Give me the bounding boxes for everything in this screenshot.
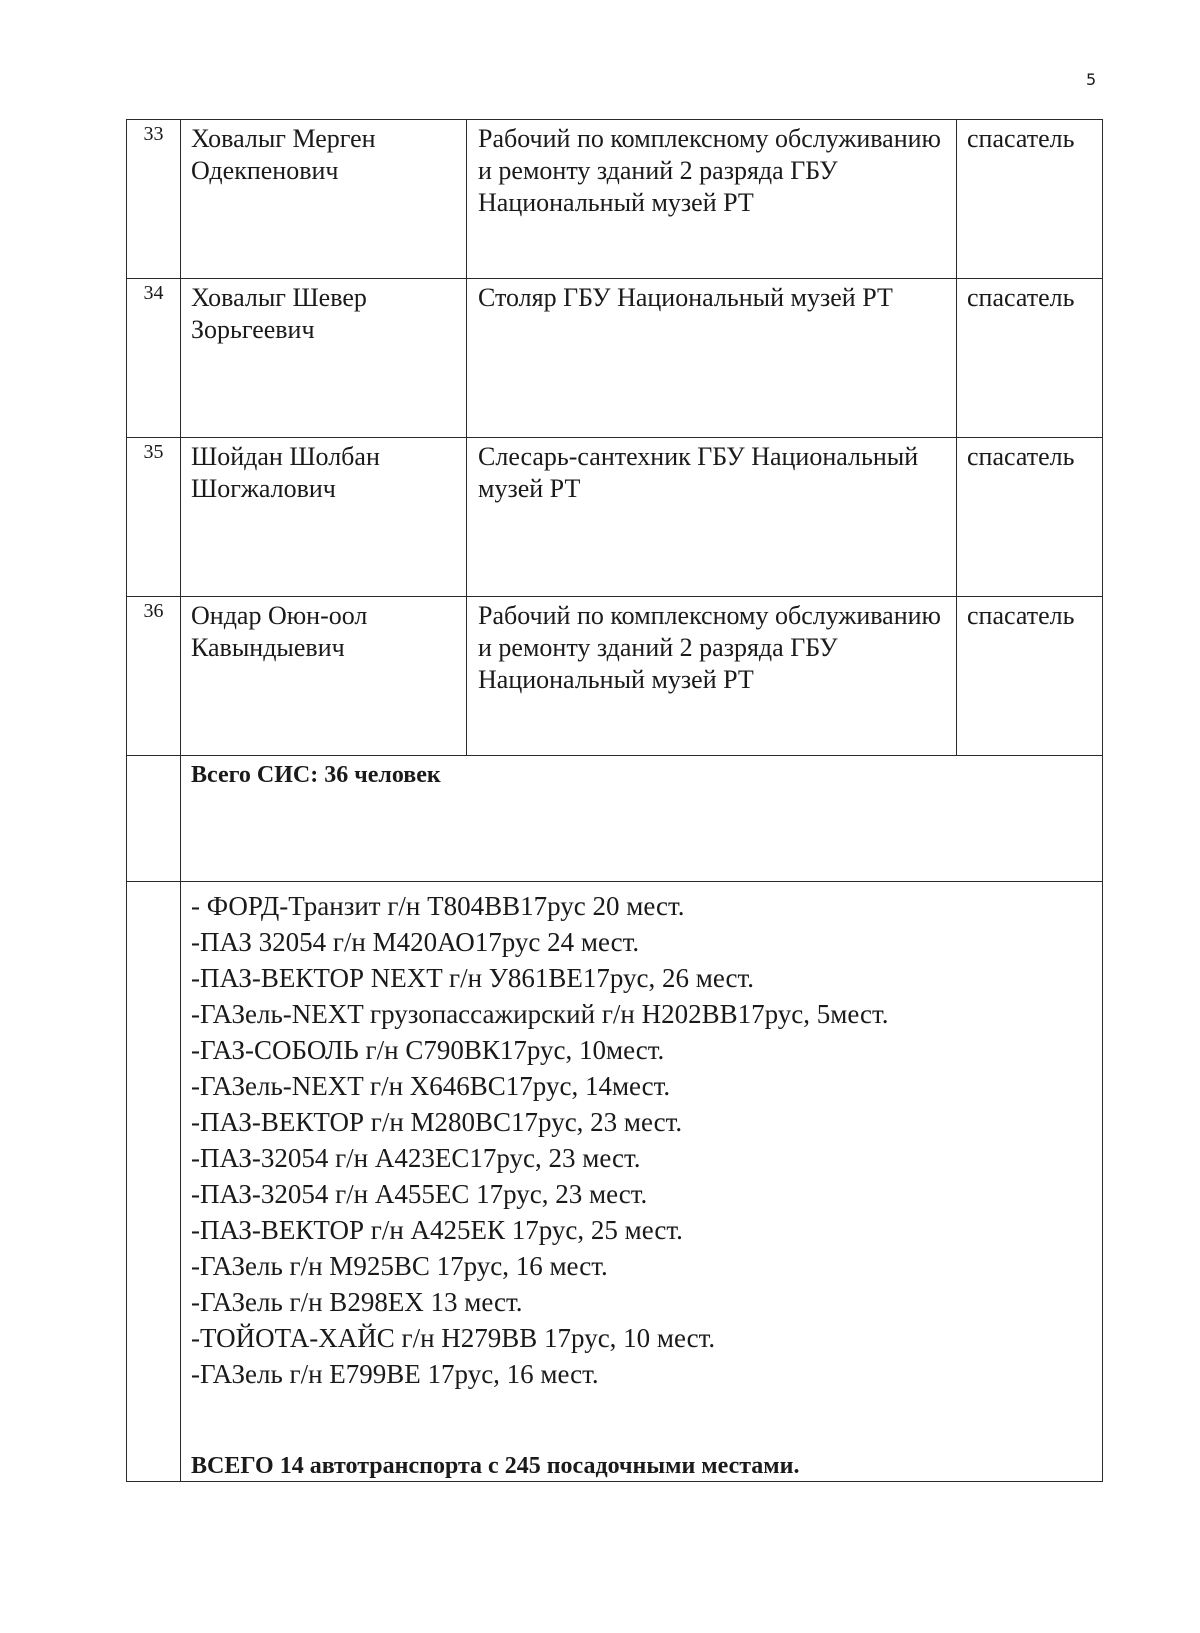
row-number: 35 — [127, 438, 181, 597]
person-name: Ховалыг Мерген Одекпенович — [181, 120, 467, 279]
table-row — [127, 279, 1103, 438]
vehicles-cell — [181, 882, 1103, 1482]
total-sis-row — [127, 756, 1103, 882]
table-row — [127, 120, 1103, 279]
person-name: Ховалыг Шевер Зорьгеевич — [181, 279, 467, 438]
vehicle-item: -ПАЗ-ВЕКТОР г/н А425ЕК 17рус, 25 мест. — [191, 1215, 683, 1245]
vehicle-item: -ГАЗель г/н Е799ВЕ 17рус, 16 мест. — [191, 1359, 599, 1389]
vehicle-item: -ПАЗ-ВЕКТОР NEXT г/н У861ВЕ17рус, 26 мест. — [191, 963, 755, 993]
person-role: спасатель — [957, 279, 1103, 438]
table-row — [127, 597, 1103, 756]
row-number: 33 — [127, 120, 181, 279]
person-role: спасатель — [957, 438, 1103, 597]
vehicles-total-text: ВСЕГО 14 автотранспорта с 245 посадочными местами. — [191, 1453, 800, 1479]
vehicle-item: -ГАЗ-СОБОЛЬ г/н С790ВК17рус, 10мест. — [191, 1035, 665, 1065]
person-name: Шойдан Шолбан Шогжалович — [181, 438, 467, 597]
person-role: спасатель — [957, 120, 1103, 279]
table-row — [127, 438, 1103, 597]
vehicles-row — [127, 882, 1103, 1482]
vehicle-item: -ПАЗ-ВЕКТОР г/н М280ВС17рус, 23 мест. — [191, 1107, 683, 1137]
total-sis-text: Всего СИС: 36 человек — [181, 756, 1103, 882]
person-position: Рабочий по комплексному обслуживанию и ремонту зданий 2 разряда ГБУ Национальный музей РТ — [467, 120, 957, 279]
vehicle-item: -ПАЗ-32054 г/н А423ЕС17рус, 23 мест. — [191, 1143, 641, 1173]
page-number: 5 — [1086, 70, 1097, 89]
vehicle-item: -ПАЗ 32054 г/н М420АО17рус 24 мест. — [191, 927, 640, 957]
personnel-table — [126, 119, 1103, 1482]
person-role: спасатель — [957, 597, 1103, 756]
row-number: 34 — [127, 279, 181, 438]
person-name: Ондар Оюн-оол Кавындыевич — [181, 597, 467, 756]
empty-number-cell — [127, 882, 181, 1482]
vehicle-item: -ГАЗель-NEXT грузопассажирский г/н Н202ВВ17рус, 5мест. — [191, 999, 889, 1029]
vehicle-item: -ТОЙОТА-ХАЙС г/н Н279ВВ 17рус, 10 мест. — [191, 1323, 716, 1353]
empty-number-cell — [127, 756, 181, 882]
vehicle-item: -ГАЗель-NEXT г/н Х646ВС17рус, 14мест. — [191, 1071, 671, 1101]
person-position: Слесарь-сантехник ГБУ Национальный музей РТ — [467, 438, 957, 597]
person-position: Столяр ГБУ Национальный музей РТ — [467, 279, 957, 438]
vehicle-item: -ПАЗ-32054 г/н А455ЕС 17рус, 23 мест. — [191, 1179, 648, 1209]
vehicle-item: -ГАЗель г/н В298ЕХ 13 мест. — [191, 1287, 523, 1317]
vehicle-item: - ФОРД-Транзит г/н Т804ВВ17рус 20 мест. — [191, 891, 685, 921]
vehicle-item: -ГАЗель г/н М925ВС 17рус, 16 мест. — [191, 1251, 608, 1281]
row-number: 36 — [127, 597, 181, 756]
person-position: Рабочий по комплексному обслуживанию и ремонту зданий 2 разряда ГБУ Национальный музей РТ — [467, 597, 957, 756]
